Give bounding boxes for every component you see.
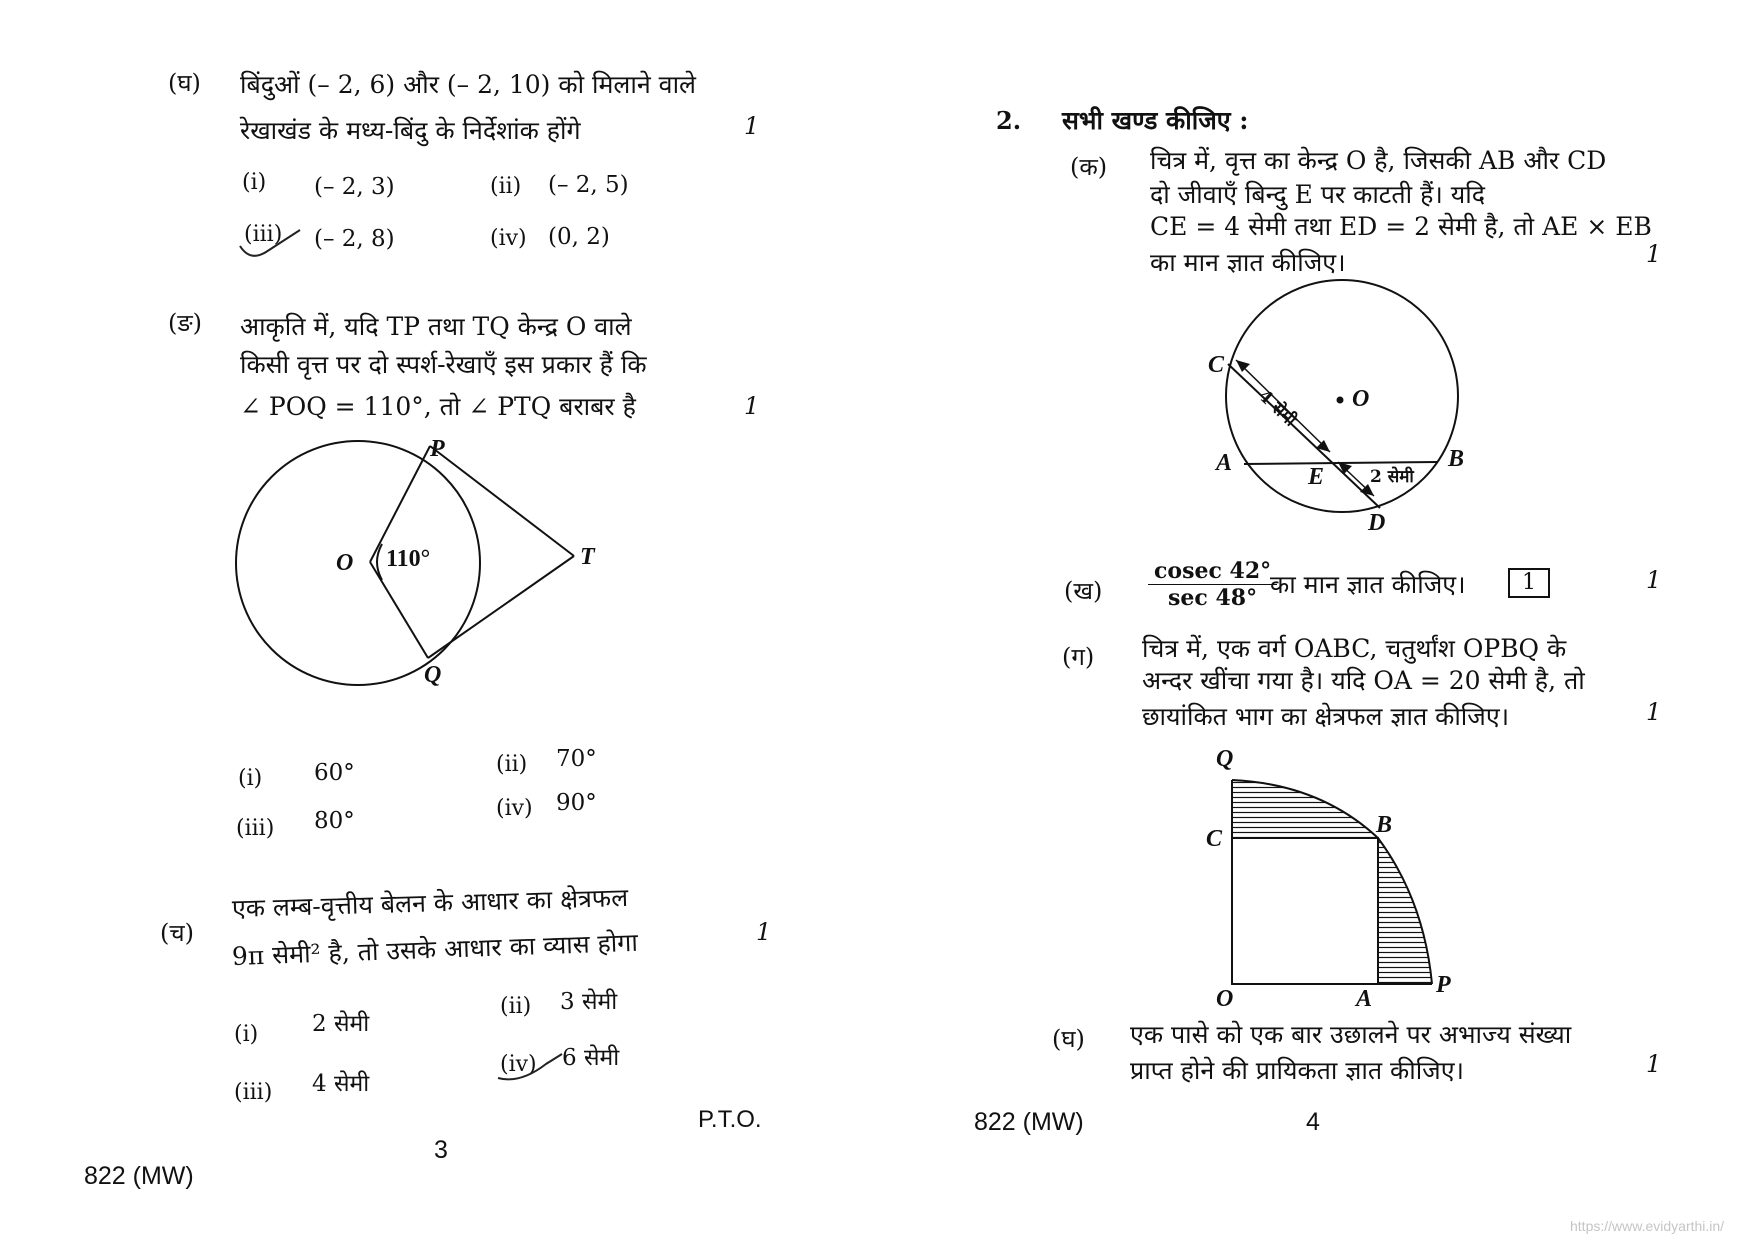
radius-oq	[370, 562, 428, 658]
option-value: 70°	[556, 746, 597, 772]
radius-op	[370, 446, 430, 562]
figure-label-c: C	[1206, 826, 1223, 852]
handwritten-answer-box: 1	[1508, 568, 1550, 598]
shaded-region-right	[1378, 838, 1432, 984]
question-text-line: एक लम्ब-वृत्तीय बेलन के आधार का क्षेत्रफल	[231, 882, 629, 923]
marks: 1	[1646, 566, 1662, 594]
option-value: (0, 2)	[548, 224, 610, 250]
option-number: (iv)	[490, 226, 527, 251]
question-text-line: दो जीवाएँ बिन्दु E पर काटती हैं। यदि	[1150, 180, 1486, 209]
option-number: (i)	[238, 766, 263, 791]
option-number: (i)	[234, 1022, 259, 1047]
question-text-line: ∠ POQ = 110°, तो ∠ PTQ बराबर है	[240, 392, 636, 421]
trig-fraction	[1148, 558, 1277, 611]
figure-label-c: C	[1208, 352, 1225, 378]
question-label: (ख)	[1064, 577, 1103, 605]
question-text-line: का मान ज्ञात कीजिए।	[1270, 570, 1466, 599]
option-value: (– 2, 3)	[314, 174, 395, 200]
option-number: (ii)	[496, 752, 528, 777]
figure-label-a: A	[1356, 986, 1373, 1012]
option-number: (ii)	[490, 174, 522, 199]
question-text-line: आकृति में, यदि TP तथा TQ केन्द्र O वाले	[240, 312, 632, 341]
question-number: 2.	[996, 106, 1022, 135]
marks: 1	[1646, 240, 1662, 268]
option-number: (iii)	[236, 816, 275, 841]
figure-angle-label: 110°	[386, 546, 431, 572]
length-label-ce: 4 सेमी	[1254, 386, 1300, 431]
question-text-line: का मान ज्ञात कीजिए।	[1150, 248, 1346, 277]
figure-label-o: O	[1352, 386, 1370, 412]
option-value: 60°	[314, 760, 355, 786]
pto-text: P.T.O.	[698, 1106, 762, 1133]
option-number: (iii)	[244, 222, 283, 247]
length-label-ed: 2 सेमी	[1370, 467, 1414, 487]
figure-label-p: P	[1436, 972, 1451, 998]
figure-label-p: P	[430, 436, 445, 462]
figure-label-q: Q	[424, 662, 442, 688]
fraction-numerator: cosec 42°	[1148, 558, 1277, 585]
question-text-line: CE = 4 सेमी तथा ED = 2 सेमी है, तो AE × EB	[1150, 212, 1652, 241]
question-text-line: 9π सेमी² है, तो उसके आधार का व्यास होगा	[231, 927, 639, 971]
question-text-line: प्राप्त होने की प्रायिकता ज्ञात कीजिए।	[1130, 1056, 1465, 1085]
question-text-line: छायांकित भाग का क्षेत्रफल ज्ञात कीजिए।	[1142, 702, 1510, 731]
tangent-tq	[428, 556, 574, 658]
question-label: (ङ)	[168, 309, 203, 337]
option-value: 90°	[556, 790, 597, 816]
figure-label-b: B	[1376, 812, 1393, 838]
marks: 1	[756, 918, 772, 946]
figure-label-o: O	[1216, 986, 1234, 1012]
question-text-line: रेखाखंड के मध्य-बिंदु के निर्देशांक होंगे	[240, 116, 581, 145]
question-text-line: बिंदुओं (– 2, 6) और (– 2, 10) को मिलाने वाले	[240, 70, 697, 99]
figure-label-e: E	[1308, 464, 1325, 490]
paper-code: 822 (MW)	[974, 1108, 1084, 1136]
question-label: (ग)	[1062, 643, 1095, 671]
shaded-region-top	[1232, 780, 1378, 838]
option-value: 3 सेमी	[560, 989, 618, 1015]
question-text-line: चित्र में, एक वर्ग OABC, चतुर्थांश OPBQ के	[1142, 634, 1567, 663]
fraction-denominator: sec 48°	[1168, 585, 1258, 611]
figure-label-t: T	[580, 544, 595, 570]
option-value: 6 सेमी	[562, 1045, 620, 1071]
page-number: 4	[1306, 1108, 1320, 1136]
marks: 1	[744, 392, 760, 420]
marks: 1	[744, 112, 760, 140]
figure-label-o: O	[336, 550, 354, 576]
question-text-line: किसी वृत्त पर दो स्पर्श-रेखाएँ इस प्रकार हैं कि	[240, 350, 647, 379]
option-value: 80°	[314, 808, 355, 834]
question-label: (क)	[1070, 153, 1108, 181]
option-number: (i)	[242, 170, 267, 195]
option-number: (ii)	[500, 994, 532, 1019]
question-text-line: अन्दर खींचा गया है। यदि OA = 20 सेमी है, तो	[1142, 666, 1585, 695]
tangent-tp	[430, 446, 574, 556]
option-value: (– 2, 5)	[548, 172, 629, 198]
marks: 1	[1646, 1050, 1662, 1078]
option-value: (– 2, 8)	[314, 226, 395, 252]
option-number: (iii)	[234, 1080, 273, 1105]
center-dot	[1337, 397, 1344, 404]
square-oabc	[1232, 838, 1378, 984]
figure-label-q: Q	[1216, 746, 1234, 772]
paper-code: 822 (MW)	[84, 1162, 194, 1190]
option-value: 4 सेमी	[312, 1071, 370, 1097]
quadrant-figure	[0, 0, 1, 1]
watermark-url: https://www.evidyarthi.in/	[1570, 1218, 1725, 1234]
section-heading: सभी खण्ड कीजिए :	[1062, 106, 1249, 135]
question-label: (घ)	[1052, 1025, 1085, 1053]
marks: 1	[1646, 698, 1662, 726]
question-label: (घ)	[168, 69, 201, 97]
figure-label-d: D	[1368, 510, 1386, 536]
figure-label-b: B	[1448, 446, 1465, 472]
option-value: 2 सेमी	[312, 1011, 370, 1037]
question-label: (च)	[160, 919, 194, 947]
question-text-line: चित्र में, वृत्त का केन्द्र O है, जिसकी AB और CD	[1150, 146, 1607, 175]
figure-label-a: A	[1216, 450, 1233, 476]
option-number: (iv)	[496, 796, 533, 821]
option-number: (iv)	[500, 1052, 537, 1077]
page-number: 3	[434, 1136, 448, 1164]
question-text-line: एक पासे को एक बार उछालने पर अभाज्य संख्या	[1130, 1020, 1572, 1049]
